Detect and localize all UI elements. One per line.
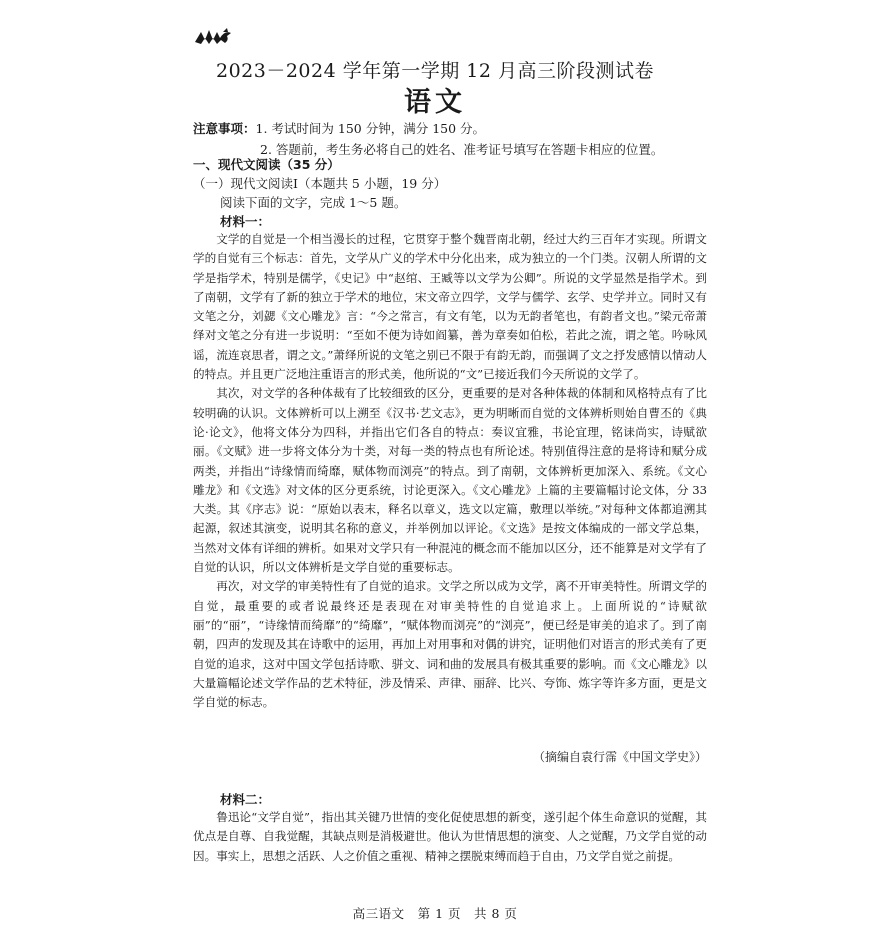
- page-footer: 高三语文 第 1 页 共 8 页: [352, 906, 518, 921]
- notice-item-2: 2. 答题前，考生务必将自己的姓名、准考证号填写在答题卡相应的位置。: [260, 142, 664, 157]
- exam-title: 2023－2024 学年第一学期 12 月高三阶段测试卷: [215, 60, 654, 82]
- material-2-label: 材料二：: [220, 792, 271, 807]
- section-heading: 一、现代文阅读（35 分）: [193, 157, 340, 172]
- material-1-paragraph: 其次，对文学的各种体裁有了比较细致的区分，更重要的是对各种体裁的体制和风格特点有了比较明确的认识。文体辨析可以上溯至《汉书·艺文志》，更为明晰而自觉的文体辨析则始自曹丕的《典论·论文》，他将文体分为四科，并指出它们各自的特点：奏议宜雅，书论宜理，铭诔尚实，诗赋欲丽。《文赋》进一步将文体分为十类，对每一类的特点也有所论述。特别值得注意的是将诗和赋分成两类，并指出“诗缘情而绮靡，赋体物而浏亮”的特点。到了南朝，文体辨析更加深入、系统。《文心雕龙》和《文选》对文体的区分更系统，讨论更深入。《文心雕龙》上篇的主要篇幅讨论文体，分 33 大类。其《序志》说：“原始以表末，释名以章义，选文以定篇，敷理以举统。”对每种文体都追溯其起源，叙述其演变，说明其名称的意义，并举例加以评论。《文选》是按文体编成的一部文学总集，当然对文体有详细的辨析。如果对文学只有一种混沌的概念而不能加以区分，还不能算是对文学有了自觉的认识，所以文体辨析是文学自觉的重要标志。: [193, 386, 707, 575]
- notice-block: [193, 118, 693, 160]
- material-1-paragraph: 再次，对文学的审美特性有了自觉的追求。文学之所以成为文学，离不开审美特性。所谓文学的自觉，最重要的或者说最终还是表现在对审美特性的自觉追求上。上面所说的“诗赋欲丽”的“丽”，“诗缘情而绮靡”的“绮靡”，“赋体物而浏亮”的“浏亮”，便已经是审美的追求了。到了南朝，四声的发现及其在诗歌中的运用，再加上对用事和对偶的讲究，证明他们对语言的形式美有了更自觉的追求，这对中国文学包括诗歌、骈文、词和曲的发展具有极其重要的影响。而《文心雕龙》以大量篇幅论述文学作品的艺术特征，涉及情采、声律、丽辞、比兴、夸饰、炼字等许多方面，更是文学自觉的标志。: [193, 579, 707, 710]
- notice-item-1: 1. 考试时间为 150 分钟，满分 150 分。: [255, 121, 486, 136]
- material-2-paragraph: 鲁迅论“文学自觉”，指出其关键乃世情的变化促使思想的新变，遂引起个体生命意识的觉醒，其优点是自尊、自我觉醒，其缺点则是消极避世。他认为世情思想的演变、人之觉醒，乃文学自觉的动因。事实上，思想之活跃、人之价值之重视、精神之摆脱束缚而趋于自由，乃文学自觉之前提。: [193, 810, 707, 863]
- publisher-logo-icon: [193, 26, 233, 48]
- material-1-label: 材料一：: [220, 214, 271, 229]
- subject-title: 语文: [404, 87, 466, 118]
- material-1-body: [193, 230, 707, 712]
- material-1-paragraph: 文学的自觉是一个相当漫长的过程，它贯穿于整个魏晋南北朝，经过大约三百年才实现。所谓文学的自觉有三个标志：首先，文学从广义的学术中分化出来，成为独立的一个门类。汉朝人所谓的文学是指学术，特别是儒学，《史记》中“赵绾、王臧等以文学为公卿”。所说的文学显然是指学术。到了南朝，文学有了新的独立于学术的地位，宋文帝立四学，文学与儒学、玄学、史学并立。同时又有文笔之分，刘勰《文心雕龙》言：“今之常言，有文有笔，以为无韵者笔也，有韵者文也。”梁元帝萧绎对文笔之分有进一步说明：“至如不便为诗如阎纂，善为章奏如伯松，若此之流，谓之笔。吟咏风谣，流连哀思者，谓之文。”萧绎所说的文笔之别已不限于有韵无韵，而强调了文之抒发感情以情动人的特点。并且更广泛地注重语言的形式美，他所说的“文”已接近我们今天所说的文学了。: [193, 232, 707, 382]
- notice-label: 注意事项：: [193, 121, 256, 136]
- sub-section-heading: （一）现代文阅读Ⅰ（本题共 5 小题，19 分）: [193, 176, 447, 191]
- material-2-body: [193, 808, 707, 866]
- material-1-source: （摘编自袁行霈《中国文学史》）: [532, 750, 707, 764]
- reading-instruction: 阅读下面的文字，完成 1～5 题。: [220, 195, 407, 210]
